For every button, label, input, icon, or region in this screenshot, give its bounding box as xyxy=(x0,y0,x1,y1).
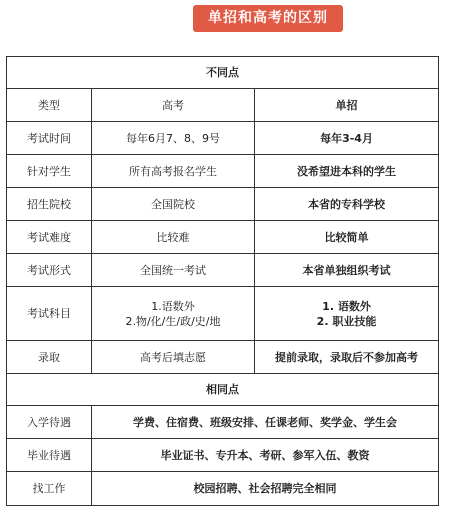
row-label: 考试时间 xyxy=(7,122,92,155)
danzhao-cell: 1. 语数外 2. 职业技能 xyxy=(255,287,439,341)
row-label: 找工作 xyxy=(7,472,92,506)
row-label: 录取 xyxy=(7,341,92,374)
table-row xyxy=(7,221,439,254)
section-different-title: 不同点 xyxy=(7,57,439,89)
section-same-title: 相同点 xyxy=(7,374,439,406)
table-row xyxy=(7,287,439,341)
table-row xyxy=(7,341,439,374)
row-label: 毕业待遇 xyxy=(7,439,92,472)
gaokao-cell: 所有高考报名学生 xyxy=(92,155,255,188)
danzhao-cell: 每年3-4月 xyxy=(255,122,439,155)
danzhao-cell: 没希望进本科的学生 xyxy=(255,155,439,188)
table-row xyxy=(7,122,439,155)
page-title: 单招和高考的区别 xyxy=(193,5,343,32)
row-label: 考试科目 xyxy=(7,287,92,341)
table-row xyxy=(7,188,439,221)
gaokao-cell: 全国院校 xyxy=(92,188,255,221)
section-header-row xyxy=(7,57,439,89)
danzhao-cell: 本省单独组织考试 xyxy=(255,254,439,287)
row-label: 考试难度 xyxy=(7,221,92,254)
danzhao-cell: 提前录取，录取后不参加高考 xyxy=(255,341,439,374)
table-row xyxy=(7,439,439,472)
danzhao-cell: 单招 xyxy=(255,89,439,122)
gaokao-cell: 比较难 xyxy=(92,221,255,254)
danzhao-cell: 比较简单 xyxy=(255,221,439,254)
row-label: 针对学生 xyxy=(7,155,92,188)
gaokao-cell: 高考后填志愿 xyxy=(92,341,255,374)
table-row xyxy=(7,89,439,122)
row-label: 考试形式 xyxy=(7,254,92,287)
row-label: 招生院校 xyxy=(7,188,92,221)
table-row xyxy=(7,406,439,439)
table-row xyxy=(7,155,439,188)
shared-value-cell: 学费、住宿费、班级安排、任课老师、奖学金、学生会 xyxy=(92,406,439,439)
section-header-row xyxy=(7,374,439,406)
comparison-table xyxy=(6,56,439,506)
table-row xyxy=(7,472,439,506)
shared-value-cell: 毕业证书、专升本、考研、参军入伍、教资 xyxy=(92,439,439,472)
danzhao-cell: 本省的专科学校 xyxy=(255,188,439,221)
gaokao-cell: 1.语数外 2.物/化/生/政/史/地 xyxy=(92,287,255,341)
gaokao-cell: 每年6月7、8、9号 xyxy=(92,122,255,155)
table-row xyxy=(7,254,439,287)
row-label: 入学待遇 xyxy=(7,406,92,439)
shared-value-cell: 校园招聘、社会招聘完全相同 xyxy=(92,472,439,506)
row-label: 类型 xyxy=(7,89,92,122)
gaokao-cell: 高考 xyxy=(92,89,255,122)
gaokao-cell: 全国统一考试 xyxy=(92,254,255,287)
